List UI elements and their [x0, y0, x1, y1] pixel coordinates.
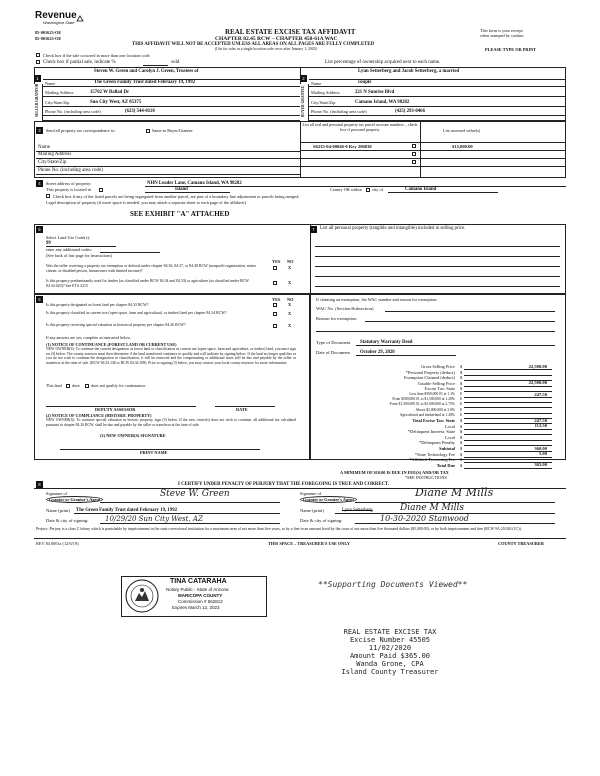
notary-line-2: MARICOPA COUNTY [178, 593, 223, 598]
s6-q2-no-mark[interactable]: X [288, 311, 292, 316]
grantor-signature[interactable]: Steve W. Green [160, 489, 230, 499]
type-or-print: PLEASE TYPE OR PRINT [485, 47, 537, 52]
treasurer-stamp-line-6: Island County Treasurer [341, 668, 439, 676]
grantee-role: Grantee or Grantee's Agent [300, 496, 357, 503]
s5-yes-head: YES [272, 259, 281, 264]
buyer-name-label: Name [311, 80, 322, 86]
s6-q1-yes[interactable] [273, 303, 277, 307]
form-warning: THIS AFFIDAVIT WILL NOT BE ACCEPTED UNLESS ALL AREAS ON ALL PAGES ARE FULLY COMPLETED [132, 42, 375, 47]
treasurer-use-only: THIS SPACE – TREASURER'S USE ONLY [268, 541, 350, 546]
calc-line [464, 468, 552, 469]
calc-currency: $ [460, 375, 463, 381]
calc-currency: $ [460, 402, 462, 407]
calc-line [464, 402, 552, 403]
doc-date[interactable]: October 29, 2020 [360, 349, 395, 355]
notary-name: TINA CATARAHA [170, 578, 227, 585]
land-use-code[interactable]: 99 [46, 241, 51, 246]
if-any-yes: If any answers are yes, complete as instructed below. [46, 335, 131, 340]
partial-sold-label: sold [171, 59, 180, 65]
s6-no-head: NO [287, 297, 294, 302]
print-name-label: PRINT NAME [140, 450, 168, 455]
ownership-note: List percentage of ownership acquired next to each name. [325, 59, 441, 65]
calc-label: *Personal Property (deduct) [405, 369, 455, 375]
new-owner-signature-label: (3) NEW OWNER(S) SIGNATURE [100, 433, 166, 438]
doc-date-label: Date of Document [316, 350, 350, 355]
s6-question-2: Is this property classified as current use (open space, farm and agricultural, or timber) land per chapter 84.34 RCW? [46, 311, 227, 315]
buyer-name-2[interactable]: couple [358, 79, 372, 85]
calc-label: Above $3,000,000 at 3.0% [415, 407, 455, 412]
buyer-phone[interactable]: (425) 293-0466 [395, 108, 425, 114]
calc-label: *State Technology Fee [414, 451, 455, 457]
calc-label: *Delinquent Penalty [419, 440, 455, 446]
seller-mailing-label: Mailing Address [45, 90, 74, 95]
deputy-assessor-label: DEPUTY ASSESSOR [95, 407, 136, 412]
section-6-box [34, 294, 310, 460]
calc-line [464, 429, 552, 430]
calc-line [464, 369, 552, 370]
county-treasurer-label: COUNTY TREASURER [498, 541, 544, 546]
calc-label: Subtotal [439, 446, 455, 451]
calc-currency: $ [460, 392, 462, 396]
seller-phone[interactable]: (623) 544-0110 [125, 108, 155, 114]
grantor-signature-label: Signature of [46, 491, 68, 496]
calc-label: From $500,000.01 to $1,500,000 at 1.28% [392, 397, 455, 402]
s3-city-label: City/State/Zip [38, 160, 67, 165]
land-does-label: This land [46, 383, 62, 388]
calc-line [464, 375, 552, 376]
s5-question-2: Is this property predominantly used for timber (as classified under RCW 84.34 and 84.33) or agriculture (as classified under RCW 84.34.020)? See ETA 3215 [46, 279, 249, 288]
multi-location-label: Check box if the sale occurred in more than one location code. [43, 52, 151, 58]
s3-mailing-label: Mailing Address [38, 152, 72, 157]
legal-description-label: Legal description of property (if more space is needed, you may attach a separate sheet to each page of the affidavit) [46, 199, 246, 205]
calc-label: Total Due [436, 462, 455, 468]
calc-line [464, 397, 552, 398]
exhibit-a[interactable]: SEE EXHIBIT "A" ATTACHED [130, 210, 230, 218]
street-address-label: Street address of property: [46, 181, 92, 186]
calc-value[interactable]: 247.50 [534, 391, 547, 397]
notary-line-3: Commission # 562812 [178, 599, 223, 604]
calc-value[interactable]: 22,500.00 [528, 380, 547, 386]
buyer-mailing[interactable]: 221 N Sunrise Blvd [355, 89, 395, 95]
seller-name[interactable]: Steven W. Green and Carolyn J. Green, Trustees of [94, 69, 199, 74]
receipt-note-2: when stamped by cashier. [480, 33, 525, 38]
does-not-qualify-checkbox[interactable] [85, 384, 89, 388]
revision-number: REV 84 0001a (12/6/19) [36, 541, 79, 546]
section-1-number: 1 [34, 75, 41, 82]
seller-name-label: Name [45, 80, 56, 86]
located-in-label: This property is located in [46, 187, 92, 192]
buyer-phone-label: Phone No. (including area code) [311, 109, 367, 114]
revenue-logo: Revenue [35, 10, 77, 21]
receipt-note-1: This form is your receipt [480, 28, 523, 33]
personal-property-checkbox-2[interactable] [412, 152, 416, 156]
does-label: does [72, 383, 80, 388]
county-or-within: County OR within [330, 187, 362, 192]
form-title: REAL ESTATE EXCISE TAX AFFIDAVIT [225, 28, 356, 36]
additional-codes-label: enter any additional codes: [46, 247, 93, 252]
section-5-number: 5 [36, 226, 43, 233]
calc-line [464, 457, 552, 458]
seller-mailing[interactable]: 15702 W Ballad Dr [90, 89, 130, 95]
calc-line [464, 413, 552, 414]
grantor-name-print[interactable]: The Green Family Trust dated February 19, 1992 [76, 507, 177, 513]
see-back-label: (See back of last page for instructions) [46, 253, 113, 258]
perjury-notice: Perjury: Perjury is a class C felony which is punishable by imprisonment in the state correctional institution for a maximum term of not more than five years, or by a fine in an amount fixed by the court of not more than five thousand dollars ($5,000.00), or by both imprisonment and fine (RCW 9A.20.020 (1C)). [36, 527, 522, 531]
city-name[interactable]: Camano Island [405, 187, 437, 192]
s6-yes-head: YES [272, 297, 281, 302]
calc-line [464, 434, 552, 435]
calc-currency: $ [460, 412, 462, 417]
segregation-checkbox[interactable] [46, 194, 50, 198]
buyer-side-label: BUYER GRANTEE [301, 85, 305, 117]
section-6-number: 6 [36, 296, 43, 303]
grantor-date-city[interactable]: 10/29/20 Sun City West, AZ [105, 515, 203, 523]
treasurer-stamp-line-4: Amount Paid $365.00 [349, 652, 431, 660]
certify-statement: I CERTIFY UNDER PENALTY OF PERJURY THAT THE FOREGOING IS TRUE AND CORRECT. [178, 481, 390, 487]
personal-property-note: List all personal property (tangible and intangible) included in selling price. [320, 226, 466, 231]
calc-value[interactable]: 365.00 [534, 462, 547, 468]
calc-currency: $ [460, 418, 463, 423]
s6-q3-no-mark[interactable]: X [288, 323, 292, 328]
form-number-2: 85-001623-OE [35, 36, 62, 41]
calc-line [464, 440, 552, 441]
calc-currency: $ [460, 423, 463, 429]
buyer-city-label: City/State/Zip [311, 100, 336, 105]
section-2-number: 2 [300, 75, 307, 82]
notary-line-1: Notary Public - State of Arizona [166, 587, 229, 592]
send-tax-correspondence: Send all property tax correspondence to: [46, 128, 116, 133]
s5-q1-yes[interactable] [273, 266, 277, 270]
calc-label: Total Excise Tax: State [412, 418, 455, 423]
grantee-name-print[interactable]: Diane M Mills [400, 503, 464, 513]
calc-line [464, 407, 552, 408]
exemption-claim-label: If claiming an exemption, list WAC number and reason for exemption: [316, 297, 438, 302]
doc-type[interactable]: Statutory Warranty Deed [360, 339, 413, 345]
calc-value[interactable]: 5.00 [538, 451, 547, 457]
calc-label: Less than $500,000.01 at 1.1% [409, 392, 455, 396]
grantor-role: Grantor or Grantor's Agent [46, 496, 103, 503]
section-3-number: 3 [36, 127, 43, 134]
calc-label: From $1,500,000.01 to $3,000,000 at 2.75% [389, 402, 455, 407]
calc-label: Agricultural and timberland at 1.28% [399, 412, 455, 417]
calc-currency: $ [460, 364, 463, 369]
calc-label: *Affidavit Processing Fee [409, 457, 455, 463]
treasurer-stamp-line-5: Wanda Grone, CPA [356, 660, 424, 668]
calc-currency: $ [460, 451, 463, 457]
section-8-number: 8 [36, 481, 43, 488]
buyer-mailing-label: Mailing Address [311, 90, 340, 95]
calc-label: Excise Tax: State [424, 386, 455, 392]
calc-label: *Delinquent Interest: State [407, 429, 455, 435]
county-name[interactable]: Island [175, 187, 188, 192]
deputy-date-label: DATE [236, 407, 248, 412]
grantee-date-city-label: Date & city of signing: [300, 518, 343, 523]
city-of-label: city of [372, 187, 384, 192]
s5-q2-no-mark[interactable]: X [288, 280, 292, 285]
grantor-name-print-label: Name (print) [46, 508, 70, 513]
s5-q2-yes[interactable] [273, 281, 277, 285]
grantee-date-city[interactable]: 10-30-2020 Stanwood [380, 514, 469, 523]
calc-currency: $ [460, 369, 463, 375]
calc-currency: $ [460, 380, 463, 386]
s6-q2-yes[interactable] [273, 312, 277, 316]
segregation-label: Check box if any of the listed parcels are being segregated from another parcel, are part of a boundary line adjustment or parcels being merged. [53, 193, 300, 199]
same-as-buyer-label: Same as Buyer/Grantee [152, 128, 193, 133]
grantee-signature[interactable]: Diane M Mills [415, 486, 494, 499]
seller-side-label: SELLER GRANTOR [35, 83, 39, 117]
unincorporated-checkbox[interactable] [99, 188, 103, 192]
section-7-number: 7 [310, 226, 317, 233]
same-as-buyer-checkbox[interactable] [146, 129, 150, 133]
calc-value[interactable]: 22,500.00 [528, 363, 547, 369]
s3-name-label: Name [38, 145, 50, 150]
s5-question-1: Was the seller receiving a property tax exemption or deferral under chapter 84.36, 84.37, or 84.38 RCW (nonprofit organization, senior citizen, or disabled person, homeowner with limited income)? [46, 264, 257, 273]
s6-q3-yes[interactable] [273, 324, 277, 328]
does-not-label: does not qualify for continuance. [91, 383, 147, 388]
parcel-number[interactable]: S6235-04-00046-0 Key 206830 [313, 143, 372, 149]
calc-label: Local [445, 434, 455, 440]
grantee-name-print-label: Name (print) [300, 508, 324, 513]
calc-currency: $ [460, 462, 463, 468]
s3-phone-label: Phone No. (including area code) [38, 168, 103, 173]
multi-location-checkbox[interactable] [36, 53, 40, 57]
treasurer-stamp-line-2: Excise Number 45505 [349, 636, 431, 644]
calc-label: Exemption Claimed (deduct) [404, 375, 455, 381]
exemption-reason-label: Reason for exemption [316, 316, 357, 321]
treasurer-stamp-line-1: REAL ESTATE EXCISE TAX [343, 628, 437, 636]
calc-currency: $ [460, 434, 463, 440]
calc-currency: $ [460, 429, 463, 435]
s6-q1-no-mark[interactable]: X [288, 302, 292, 307]
historic-body: NEW OWNER(S): To continue special valuation as historic property, sign (3) below. If the new owner(s) does not wish to continue, all additional tax calculated pursuant to chapter 84.26 RCW, shall be due and payable by the seller or transferor at the time of sale. [46, 418, 296, 427]
buyer-city[interactable]: Camano Island, WA 98282 [355, 99, 410, 105]
form-chapter: CHAPTER 82.45 RCW – CHAPTER 458-61A WAC [215, 36, 338, 42]
s6-question-3: Is this property receiving special valuation as historical property per chapter 84.26 RCW? [46, 323, 186, 327]
historic-heading: (2) NOTICE OF COMPLIANCE (HISTORIC PROPERTY) [46, 413, 152, 418]
treasurer-stamp-line-3: 11/02/2020 [368, 644, 412, 652]
buyer-name[interactable]: Lynn Setterberg and Jacob Setterberg, a married [358, 69, 460, 74]
calc-value[interactable]: 112.50 [534, 423, 547, 429]
wac-label: WAC No. (Section/Subsection) [316, 306, 374, 311]
seller-city-label: City/State/Zip [45, 100, 70, 105]
personal-property-checkbox-1[interactable] [412, 144, 416, 148]
does-qualify-checkbox[interactable] [66, 384, 70, 388]
partial-sale-checkbox[interactable] [36, 60, 40, 64]
supporting-docs-viewed: **Supporting Documents Viewed** [318, 580, 468, 589]
city-checkbox[interactable] [366, 188, 370, 192]
grantee-name-strike[interactable]: Lynn Setterberg [342, 507, 373, 513]
seller-name-2[interactable]: The Green Family Trust dated February 19, 1992 [94, 79, 195, 85]
personal-property-checkbox-3[interactable] [412, 160, 416, 164]
revenue-logo-icon [76, 10, 84, 18]
calc-currency: $ [460, 457, 463, 463]
assessed-heading: List assessed value(s) [443, 128, 481, 133]
form-warning-sub: (Use for sales in a single location code on or after January 1, 2020) [215, 47, 317, 51]
revenue-logo-sub: Washington State [43, 20, 75, 25]
calc-currency: $ [460, 397, 462, 402]
see-instructions: *SEE INSTRUCTIONS [405, 475, 447, 480]
calc-currency: $ [460, 440, 463, 446]
calc-label: Gross Selling Price [421, 364, 455, 369]
parcel-heading: List all real and personal property tax parcel account numbers – check box if personal property [302, 122, 418, 132]
s5-no-head: NO [287, 259, 294, 264]
calc-currency: $ [460, 386, 463, 392]
street-address[interactable]: NHN Leader Lane, Camano Island, WA 98282 [147, 180, 242, 186]
assessed-value[interactable]: $15,000.00 [452, 143, 473, 149]
calc-currency: $ [460, 407, 462, 412]
land-use-label: Select Land Use Code(s): [46, 235, 91, 240]
seller-phone-label: Phone No. (including area code) [45, 109, 101, 114]
calc-label: Local [445, 423, 455, 429]
continuance-body: NEW OWNER(S): To continue the current designation as forest land or classification as current use (open space, farm and agriculture, or timber) land, you must sign on (3) below. The county assessor must then determine if the land transferred continues to qualify and will indicate by signing below. If the land no longer qualifies or you do not wish to continue the designation or classification, it will be removed and the compensating or additional taxes will be due and payable by the seller or transferor at the time of sale. (RCW 84.33.140 or RCW 84.34.108). Prior to signing (3) below, you may contact your local county assessor for more information. [46, 347, 296, 365]
arizona-seal-icon [125, 579, 159, 613]
s5-q1-no-mark[interactable]: X [288, 265, 292, 270]
calc-value[interactable]: 247.50 [534, 417, 547, 423]
notary-line-4: Expires March 12, 2023 [172, 605, 220, 610]
partial-sale-label: Check box if partial sale, indicate % [43, 59, 116, 65]
section-4-number: 4 [36, 180, 43, 187]
calc-value[interactable]: 360.00 [534, 445, 547, 451]
calc-label: Taxable Selling Price [417, 380, 455, 386]
calc-currency: $ [460, 446, 463, 451]
s6-question-1: Is this property designated as forest land per chapter 84.33 RCW? [46, 303, 149, 307]
seller-city[interactable]: Sun City West, AZ 85375 [90, 99, 142, 105]
calc-line [464, 386, 552, 387]
grantor-date-city-label: Date & city of signing: [46, 518, 89, 523]
minimum-due-note: A MINIMUM OF $10.00 IS DUE IN FEE(S) AND/OR TAX [340, 470, 449, 475]
grantee-signature-label: Signature of [300, 491, 322, 496]
form-number-1: 85-001623-OE [35, 30, 62, 35]
continuance-heading: (1) NOTICE OF CONTINUANCE (FOREST LAND OR CURRENT USE) [46, 342, 177, 347]
doc-type-label: Type of Document [316, 340, 351, 345]
